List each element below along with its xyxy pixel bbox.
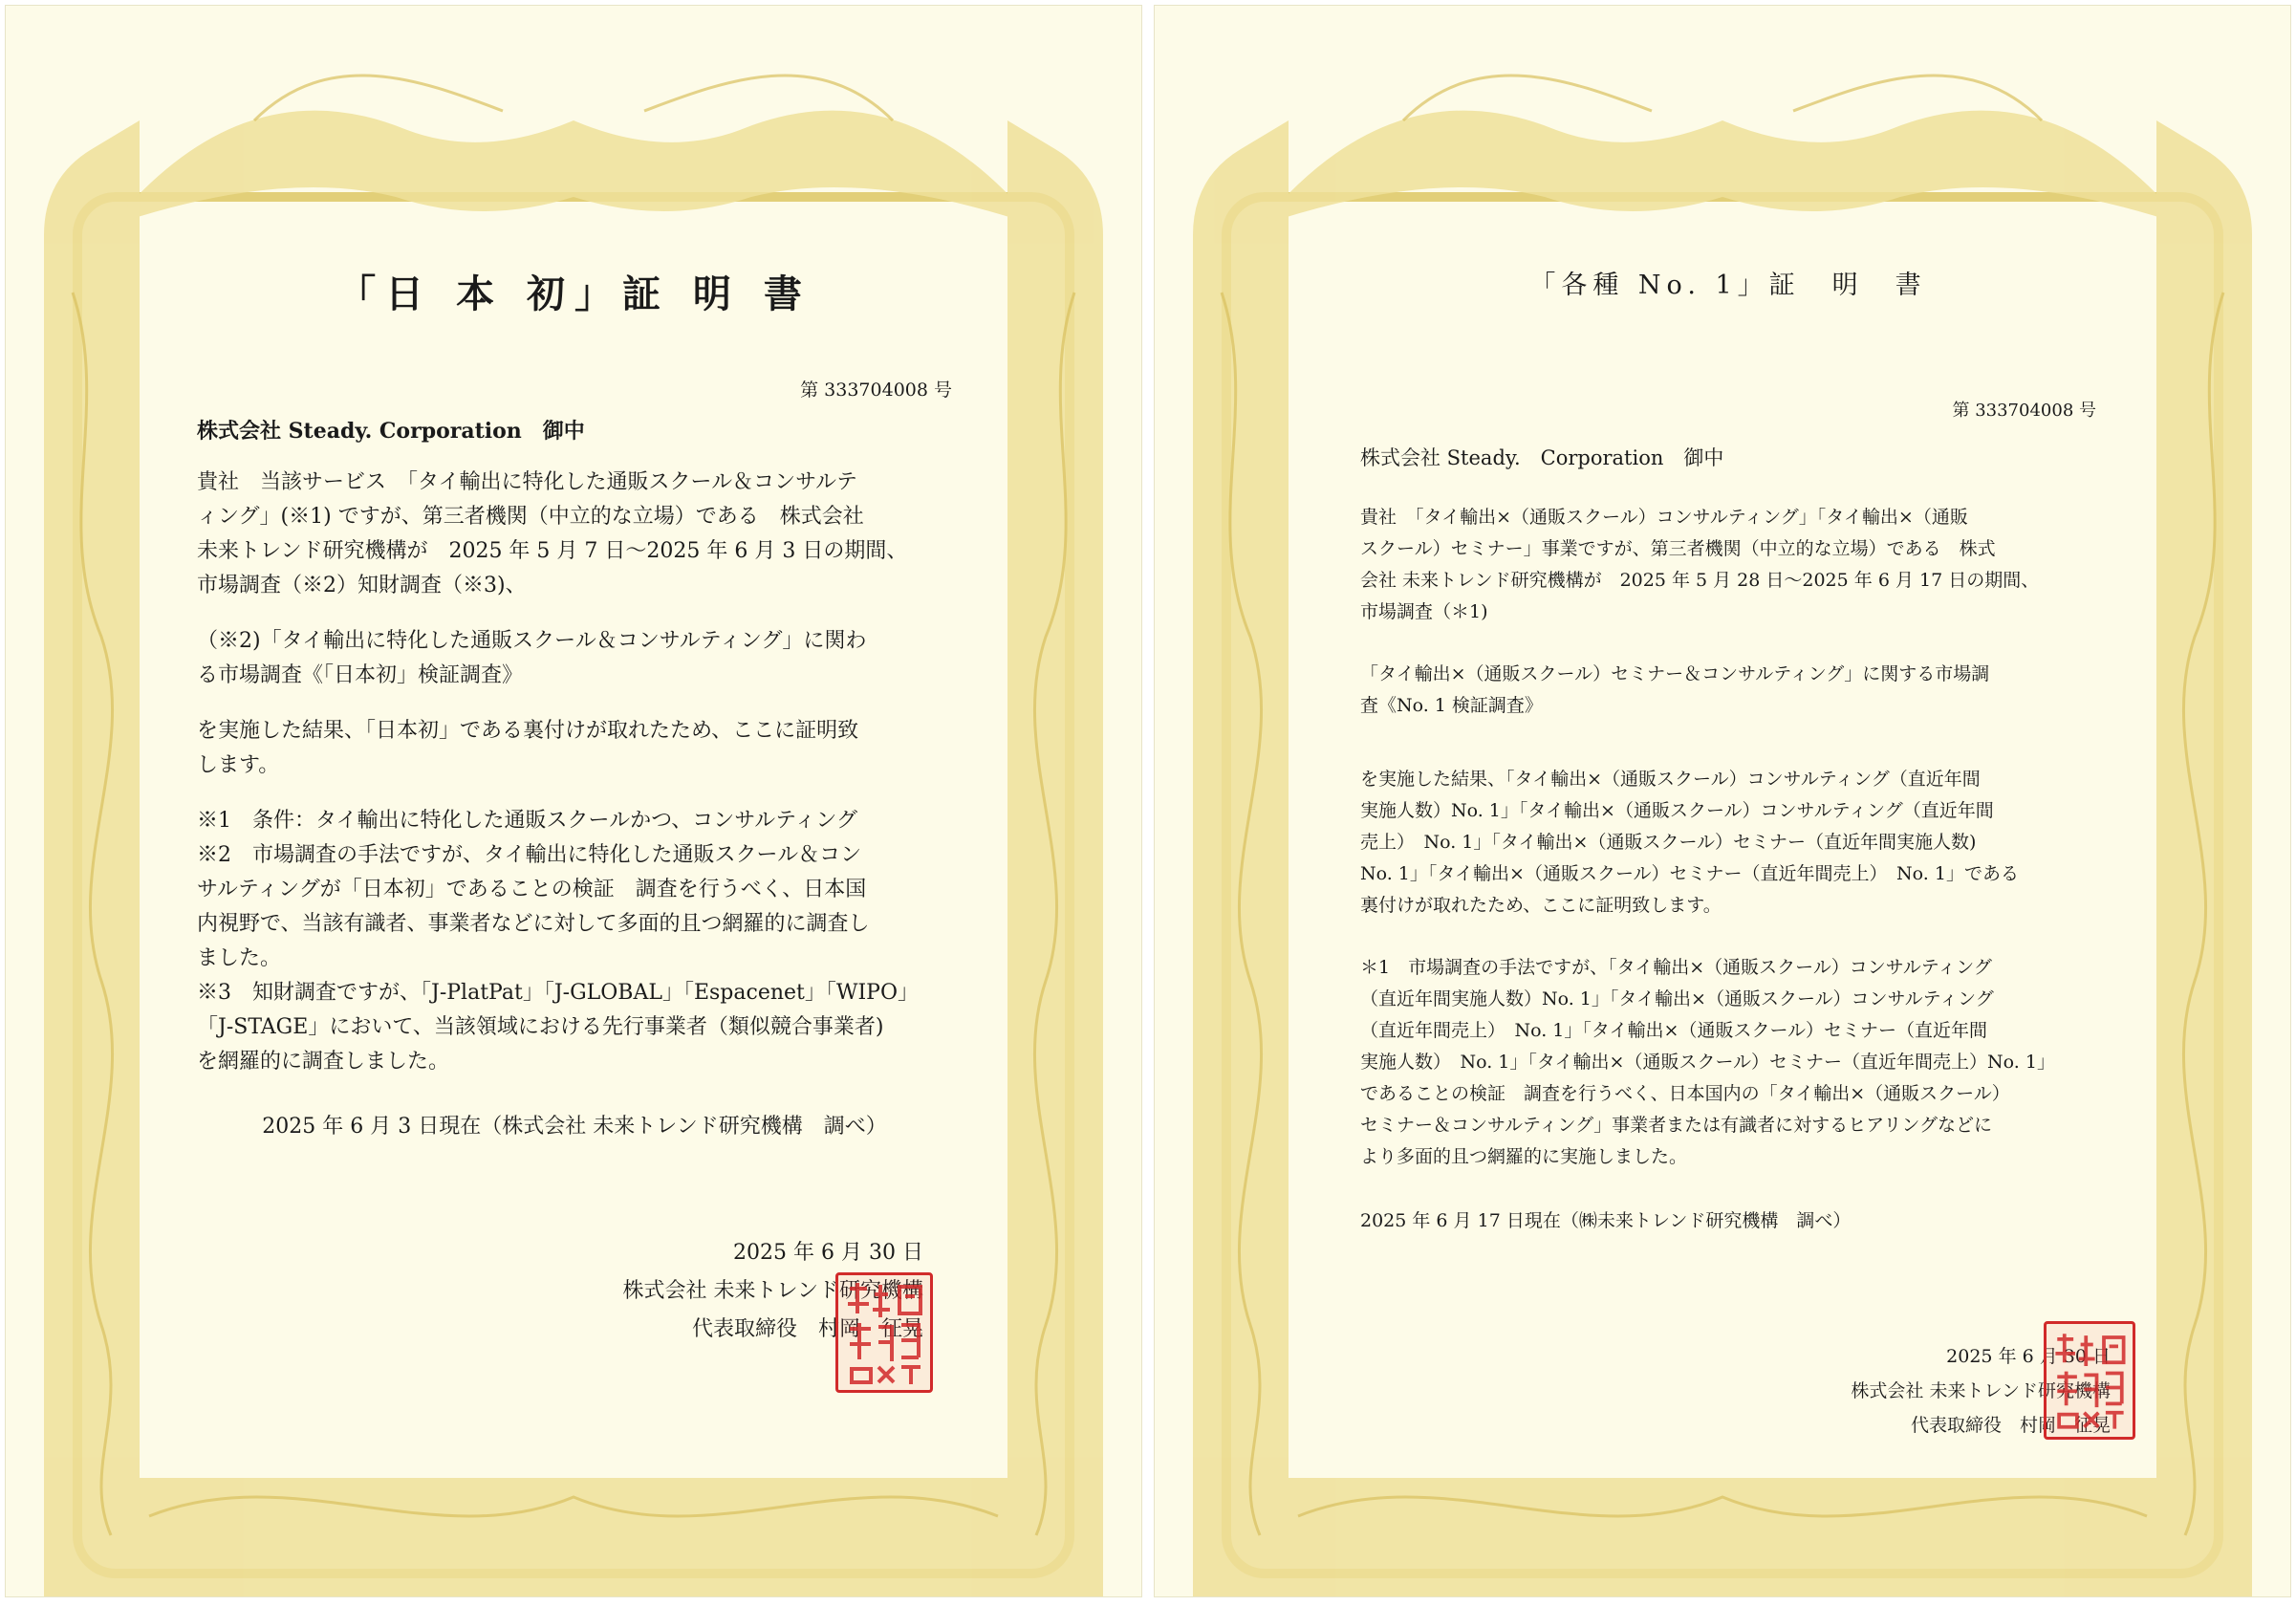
result-line: No. 1」「タイ輸出×（通販スクール）セミナー（直近年間売上） No. 1」である	[1360, 863, 2019, 884]
note-line: ※1 条件：タイ輸出に特化した通販スクールかつ、コンサルティング	[197, 809, 857, 833]
note-line: （直近年間売上） No. 1」「タイ輸出×（通販スクール）セミナー（直近年間	[1360, 1020, 1988, 1041]
red-seal-icon	[835, 1272, 933, 1393]
note-line: セミナー＆コンサルティング」事業者または有識者に対するヒアリングなどに	[1360, 1115, 1993, 1136]
result-line: 売上） No. 1」「タイ輸出×（通販スクール）セミナー（直近年間実施人数)	[1360, 832, 1977, 853]
certificate-number: 第 333704008 号	[800, 380, 952, 401]
issuer-organization: 株式会社 未来トレンド研究機構	[622, 1279, 923, 1303]
intro-line: 市場調査（※2）知財調査（※3)、	[197, 574, 527, 597]
addressee: 株式会社 Steady. Corporation 御中	[197, 419, 585, 444]
note-line: であることの検証 調査を行うべく、日本国内の「タイ輸出×（通販スクール）	[1360, 1083, 2010, 1104]
survey-line: （※2)「タイ輸出に特化した通販スクール＆コンサルティング」に関わ	[197, 629, 867, 653]
result-line: 実施人数）No. 1」「タイ輸出×（通販スクール）コンサルティング（直近年間	[1360, 800, 1994, 821]
note-line: ました。	[197, 946, 282, 970]
note-line: より多面的且つ網羅的に実施しました。	[1360, 1146, 1688, 1167]
representative: 代表取締役 村岡 征晃	[1910, 1415, 2111, 1436]
note-line: 実施人数） No. 1」「タイ輸出×（通販スクール）セミナー（直近年間売上）No. 1」	[1360, 1052, 2055, 1073]
note-line: を網羅的に調査しました。	[197, 1050, 450, 1074]
issue-date: 2025 年 6 月 30 日	[1946, 1346, 2111, 1367]
note-line: （直近年間実施人数）No. 1」「タイ輸出×（通販スクール）コンサルティング	[1360, 988, 1994, 1009]
note-line: サルティングが「日本初」であることの検証 調査を行うべく、日本国	[197, 878, 867, 901]
certificate-japan-first	[6, 6, 1141, 1596]
certificate-no1	[1155, 6, 2290, 1596]
intro-line: 市場調査（＊1)	[1360, 601, 1488, 622]
survey-line: 査《No. 1 検証調査》	[1360, 695, 1543, 716]
result-line: 裏付けが取れたため、ここに証明致します。	[1360, 895, 1722, 916]
certificate-number: 第 333704008 号	[1952, 401, 2096, 421]
intro-line: 会社 未来トレンド研究機構が 2025 年 5 月 28 日～2025 年 6 月 17 日の期間、	[1360, 570, 2040, 591]
issuer-organization: 株式会社 未来トレンド研究機構	[1851, 1380, 2111, 1401]
addressee: 株式会社 Steady. Corporation 御中	[1360, 446, 1724, 469]
red-seal-icon	[2044, 1321, 2135, 1440]
certificate-title: 「各種 No. 1」証 明 書	[1529, 271, 1927, 300]
intro-line: 未来トレンド研究機構が 2025 年 5 月 7 日～2025 年 6 月 3 日の期間、	[197, 539, 908, 563]
note-line: ※2 市場調査の手法ですが、タイ輸出に特化した通販スクール＆コン	[197, 843, 862, 867]
intro-line: 貴社 「タイ輸出×（通販スクール）コンサルティング」「タイ輸出×（通販	[1360, 507, 1968, 528]
note-line: 「J-STAGE」において、当該領域における先行事業者（類似競合事業者)	[197, 1015, 884, 1039]
intro-line: ィング」(※1) ですが、第三者機関（中立的な立場）である 株式会社	[197, 505, 864, 529]
intro-line: スクール）セミナー」事業ですが、第三者機関（中立的な立場）である 株式	[1360, 538, 1996, 559]
representative: 代表取締役 村岡 征晃	[691, 1317, 923, 1341]
survey-line: る市場調査《「日本初」検証調査》	[197, 663, 524, 687]
survey-line: 「タイ輸出×（通販スクール）セミナー＆コンサルティング」に関する市場調	[1360, 663, 1990, 684]
note-line: 内視野で、当該有識者、事業者などに対して多面的且つ網羅的に調査し	[197, 912, 870, 936]
as-of-statement: 2025 年 6 月 17 日現在（㈱未来トレンド研究機構 調べ）	[1360, 1210, 1852, 1231]
result-line: を実施した結果、「日本初」である裏付けが取れたため、ここに証明致	[197, 719, 859, 743]
result-line: を実施した結果、「タイ輸出×（通販スクール）コンサルティング（直近年間	[1360, 769, 1981, 790]
as-of-statement: 2025 年 6 月 3 日現在（株式会社 未来トレンド研究機構 調べ）	[262, 1115, 887, 1139]
note-line: ＊1 市場調査の手法ですが、「タイ輸出×（通販スクール）コンサルティング	[1360, 957, 1992, 978]
certificate-title: 「日 本 初」証 明 書	[337, 271, 812, 316]
issue-date: 2025 年 6 月 30 日	[733, 1241, 923, 1265]
note-line: ※3 知財調査ですが、「J-PlatPat」「J-GLOBAL」「Espacenet」「WIPO」	[197, 981, 920, 1005]
result-line: します。	[197, 753, 280, 777]
intro-line: 貴社 当該サービス 「タイ輸出に特化した通販スクール＆コンサルテ	[197, 470, 858, 494]
